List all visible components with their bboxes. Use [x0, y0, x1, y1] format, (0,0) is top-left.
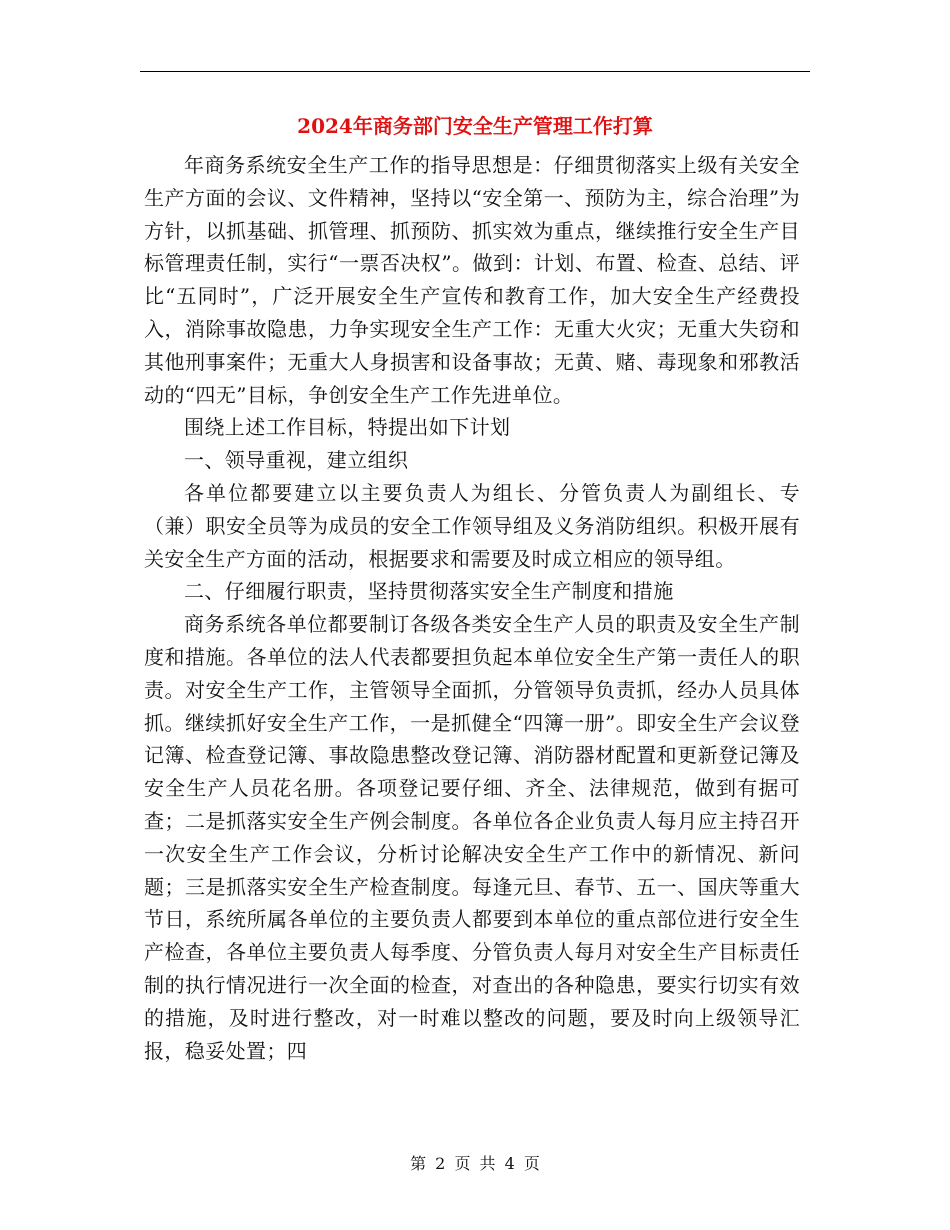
document-body — [144, 149, 800, 1067]
section-heading-1: 一、领导重视，建立组织 — [184, 448, 409, 473]
document-title: 2024年商务部门安全生产管理工作打算 — [297, 114, 653, 138]
page-footer: 第 2 页 共 4 页 — [410, 1154, 540, 1173]
header-rule — [140, 71, 810, 72]
paragraph-responsibilities: 商务系统各单位都要制订各级各类安全生产人员的职责及安全生产制度和措施。各单位的法人代表都要担负起本单位安全生产第一责任人的职责。对安全生产工作，主管领导全面抓，分管领导负责抓，经办人员具体抓。继续抓好安全生产工作，一是抓健全“四簿一册”。即安全生产会议登记簿、检查登记簿、事故隐患整改登记簿、消防器材配置和更新登记簿及安全生产人员花名册。各项登记要仔细、齐全、法律规范，做到有据可查；二是抓落实安全生产例会制度。各单位各企业负责人每月应主持召开一次安全生产工作会议，分析讨论解决安全生产工作中的新情况、新问题；三是抓落实安全生产检查制度。每逢元旦、春节、五一、国庆等重大节日，系统所属各单位的主要负责人都要到本单位的重点部位进行安全生产检查，各单位主要负责人每季度、分管负责人每月对安全生产目标责任制的执行情况进行一次全面的检查，对查出的各种隐患，要实行切实有效的措施，及时进行整改，对一时难以整改的问题，要及时向上级领导汇报，稳妥处置；四 — [144, 612, 800, 1063]
section-heading-2: 二、仔细履行职责，坚持贯彻落实安全生产制度和措施 — [184, 579, 674, 604]
paragraph-plan-intro: 围绕上述工作目标，特提出如下计划 — [184, 415, 511, 440]
paragraph-guiding-thought: 年商务系统安全生产工作的指导思想是：仔细贯彻落实上级有关安全生产方面的会议、文件精神，坚持以“安全第一、预防为主，综合治理”为方针，以抓基础、抓管理、抓预防、抓实效为重点，继续推行安全生产目标管理责任制，实行“一票否决权”。做到：计划、布置、检查、总结、评比“五同时”，广泛开展安全生产宣传和教育工作，加大安全生产经费投入，消除事故隐患，力争实现安全生产工作：无重大火灾；无重大失窃和其他刑事案件；无重大人身损害和设备事故；无黄、赌、毒现象和邪教活动的“四无”目标，争创安全生产工作先进单位。 — [144, 153, 800, 407]
paragraph-organization: 各单位都要建立以主要负责人为组长、分管负责人为副组长、专（兼）职安全员等为成员的安全工作领导组及义务消防组织。积极开展有关安全生产方面的活动，根据要求和需要及时成立相应的领导组。 — [144, 480, 800, 571]
